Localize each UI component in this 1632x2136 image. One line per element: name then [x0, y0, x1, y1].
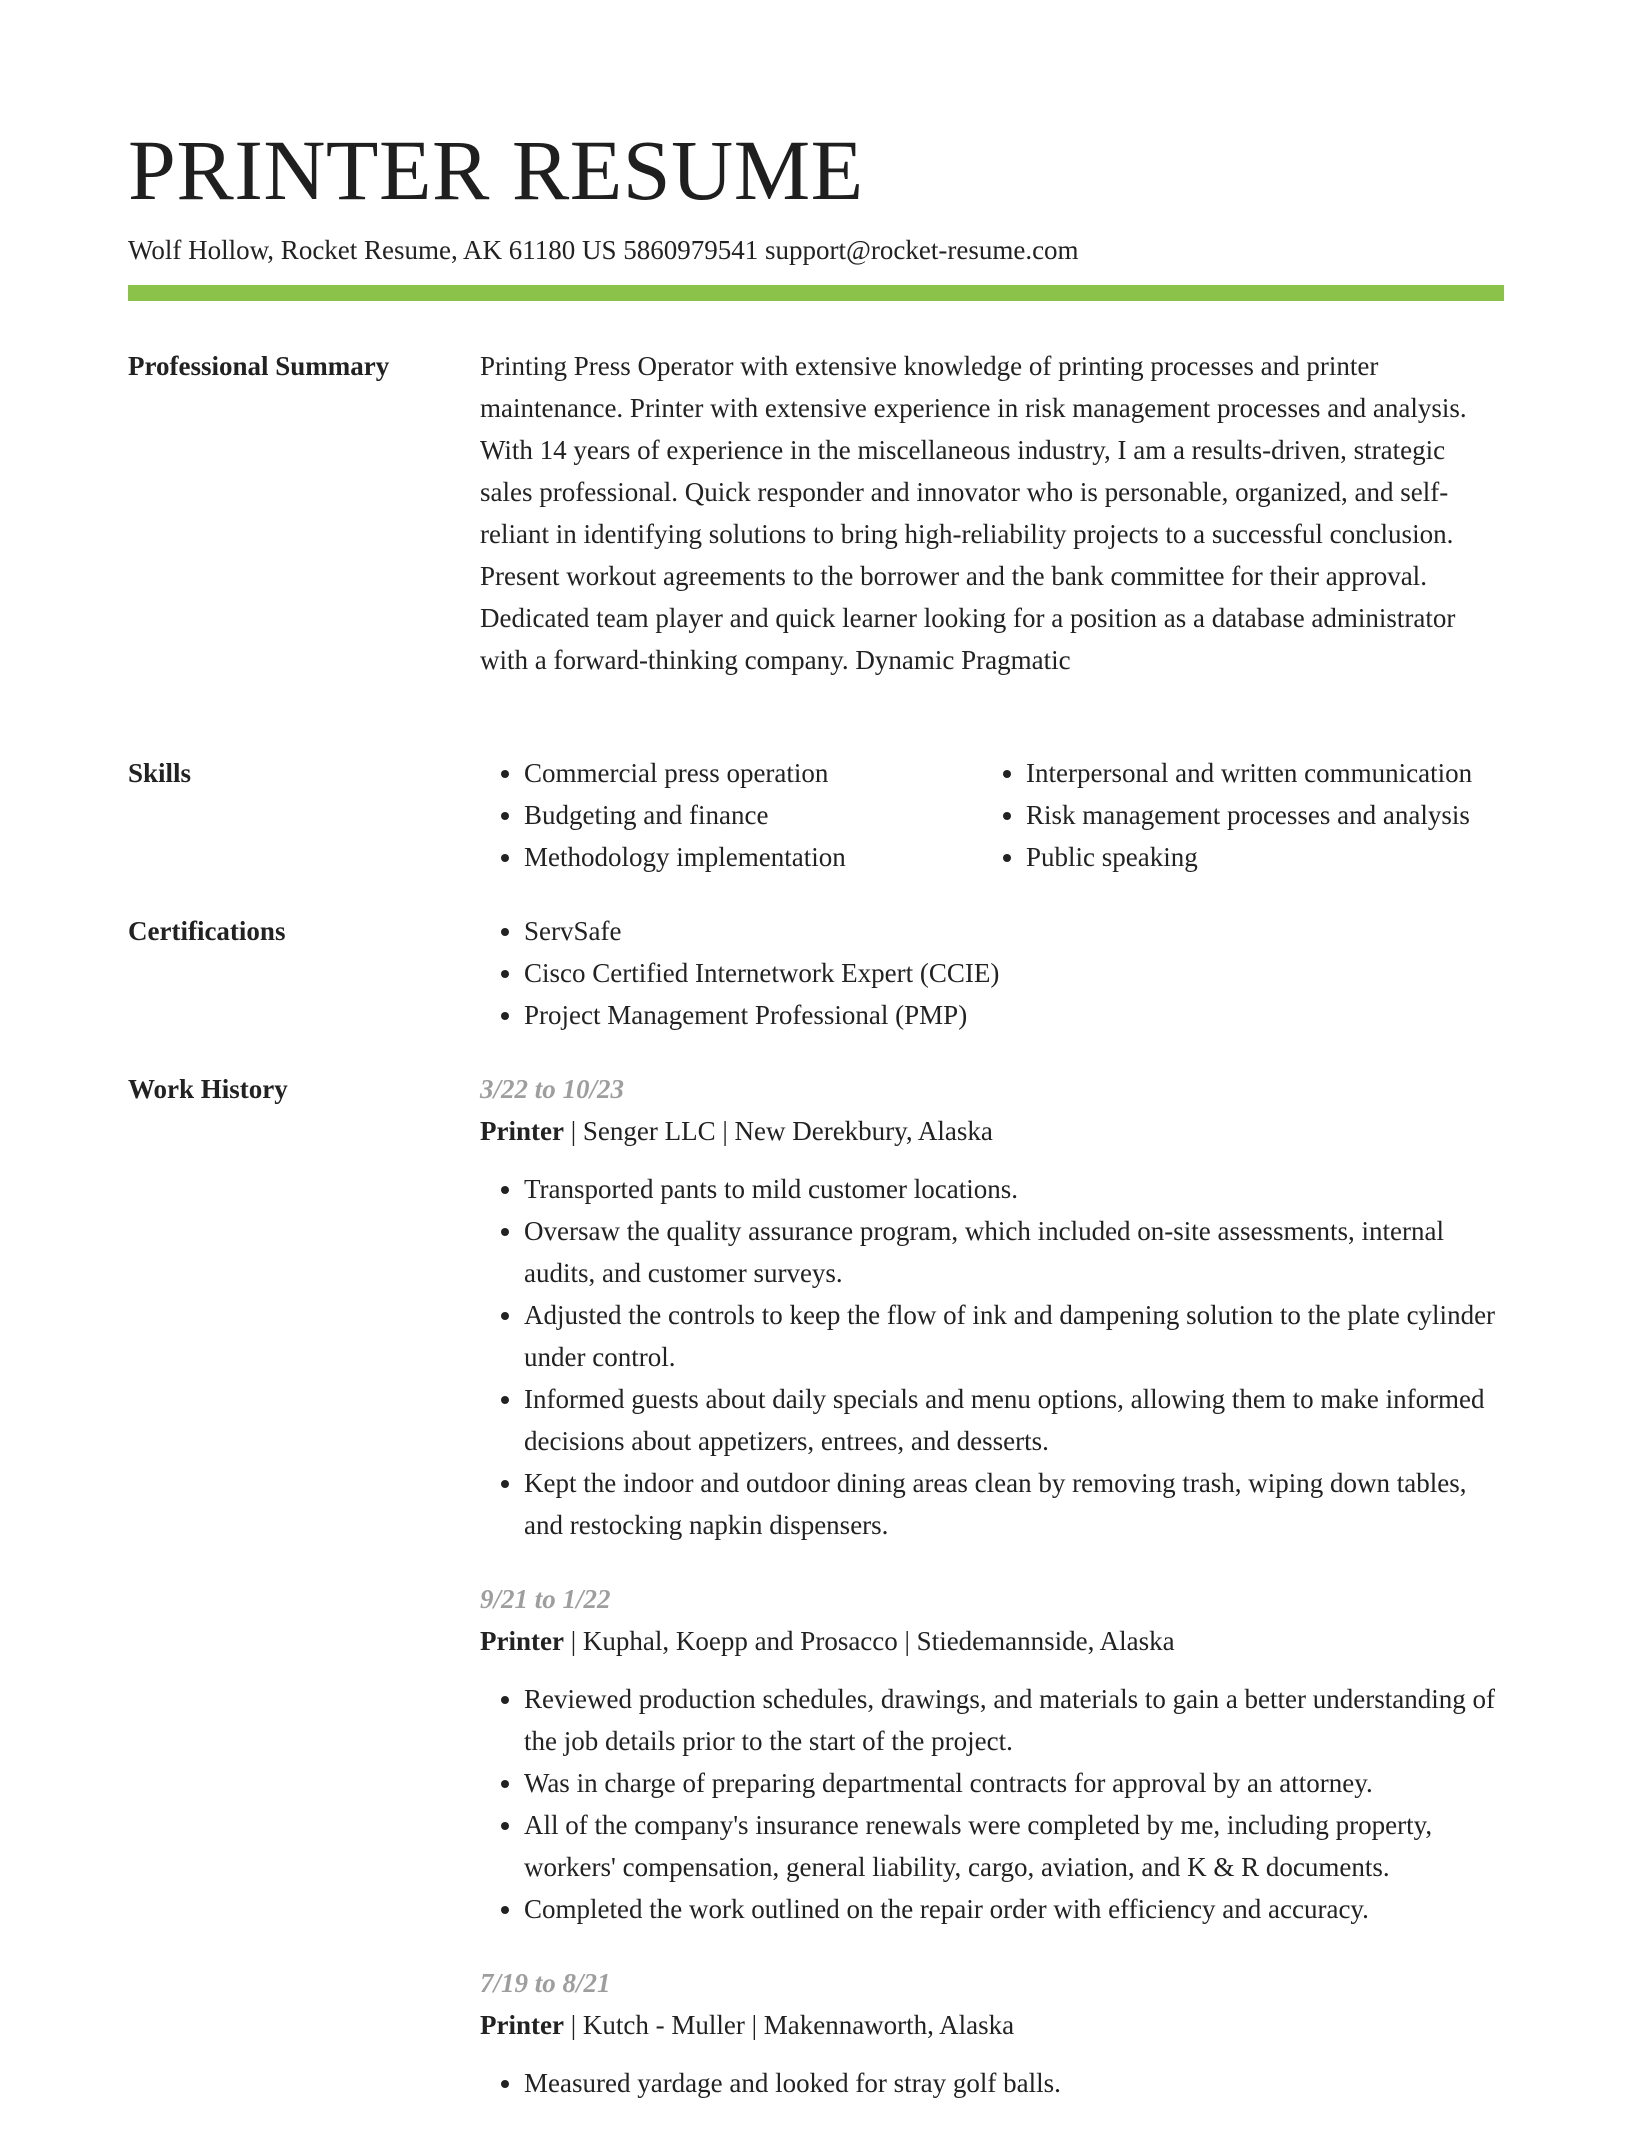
skills-body: [480, 752, 1504, 878]
job-bullets: [480, 2062, 1504, 2104]
skills-column-left: [480, 752, 982, 878]
page-title: PRINTER RESUME: [128, 122, 864, 218]
list-item: • Cisco Certified Internetwork Expert (CCIE): [524, 952, 1504, 994]
job-details: | Kutch - Muller | Makennaworth, Alaska: [563, 2010, 1015, 2040]
list-item: • Commercial press operation: [524, 752, 982, 794]
contact-line: Wolf Hollow, Rocket Resume, AK 61180 US 5860979541 support@rocket-resume.com: [128, 235, 1079, 265]
list-item: • Interpersonal and written communication: [1026, 752, 1504, 794]
job-bullets: [480, 1168, 1504, 1546]
list-item: • Completed the work outlined on the repair order with efficiency and accuracy.: [524, 1888, 1504, 1930]
job-date: 3/22 to 10/23: [480, 1074, 625, 1104]
job-heading: [480, 1110, 1504, 1152]
list-item: • Transported pants to mild customer locations.: [524, 1168, 1504, 1210]
job-entry: [480, 1578, 1504, 1930]
list-item: • Risk management processes and analysis: [1026, 794, 1504, 836]
skills-list-right: [982, 752, 1504, 878]
work-history-body: [480, 1068, 1504, 2136]
summary-text: Printing Press Operator with extensive knowledge of printing processes and printer maintenance. Printer with extensive experience in risk management processes and analysis. With 14 years of experience in the miscellaneous industry, I am a results-driven, strategic sales professional. Quick responder and innovator who is personable, organized, and self-reliant in identifying solutions to bring high-reliability projects to a successful conclusion. Present workout agreements to the borrower and the bank committee for their approval. Dedicated team player and quick learner looking for a position as a database administrator with a forward-thinking company. Dynamic Pragmatic: [480, 351, 1467, 675]
job-details: | Senger LLC | New Derekbury, Alaska: [563, 1116, 993, 1146]
certifications-body: [480, 910, 1504, 1036]
work-history-label: Work History: [128, 1074, 288, 1104]
job-bullets: [480, 1678, 1504, 1930]
list-item: • Project Management Professional (PMP): [524, 994, 1504, 1036]
list-item: • Reviewed production schedules, drawings, and materials to gain a better understanding of the job details prior to the start of the project.: [524, 1678, 1504, 1762]
list-item: • Oversaw the quality assurance program, which included on-site assessments, internal audits, and customer surveys.: [524, 1210, 1504, 1294]
list-item: • All of the company's insurance renewals were completed by me, including property, workers' compensation, general liability, cargo, aviation, and K & R documents.: [524, 1804, 1504, 1888]
list-item: • Was in charge of preparing departmental contracts for approval by an attorney.: [524, 1762, 1504, 1804]
list-item: • Budgeting and finance: [524, 794, 982, 836]
summary-label: Professional Summary: [128, 351, 390, 381]
job-title: Printer: [480, 1626, 564, 1656]
list-item: • Methodology implementation: [524, 836, 982, 878]
skills-grid: [480, 752, 1504, 878]
list-item: • ServSafe: [524, 910, 1504, 952]
job-date: 9/21 to 1/22: [480, 1584, 611, 1614]
job-title: Printer: [480, 1116, 564, 1146]
job-title: Printer: [480, 2010, 564, 2040]
job-heading: [480, 2004, 1504, 2046]
list-item: • Informed guests about daily specials and menu options, allowing them to make informed decisions about appetizers, entrees, and desserts.: [524, 1378, 1504, 1462]
job-heading: [480, 1620, 1504, 1662]
list-item: • Measured yardage and looked for stray golf balls.: [524, 2062, 1504, 2104]
header-divider: [128, 285, 1504, 301]
skills-column-right: [982, 752, 1504, 878]
list-item: • Public speaking: [1026, 836, 1504, 878]
job-entry: [480, 1962, 1504, 2104]
job-entry: [480, 1068, 1504, 1546]
summary-body: [480, 345, 1504, 681]
certifications-list: [480, 910, 1504, 1036]
skills-label: Skills: [128, 758, 192, 788]
job-date: 7/19 to 8/21: [480, 1968, 611, 1998]
certifications-label: Certifications: [128, 916, 286, 946]
skills-list-left: [480, 752, 982, 878]
list-item: • Adjusted the controls to keep the flow of ink and dampening solution to the plate cylinder under control.: [524, 1294, 1504, 1378]
list-item: • Kept the indoor and outdoor dining areas clean by removing trash, wiping down tables, and restocking napkin dispensers.: [524, 1462, 1504, 1546]
job-details: | Kuphal, Koepp and Prosacco | Stiedemannside, Alaska: [563, 1626, 1175, 1656]
